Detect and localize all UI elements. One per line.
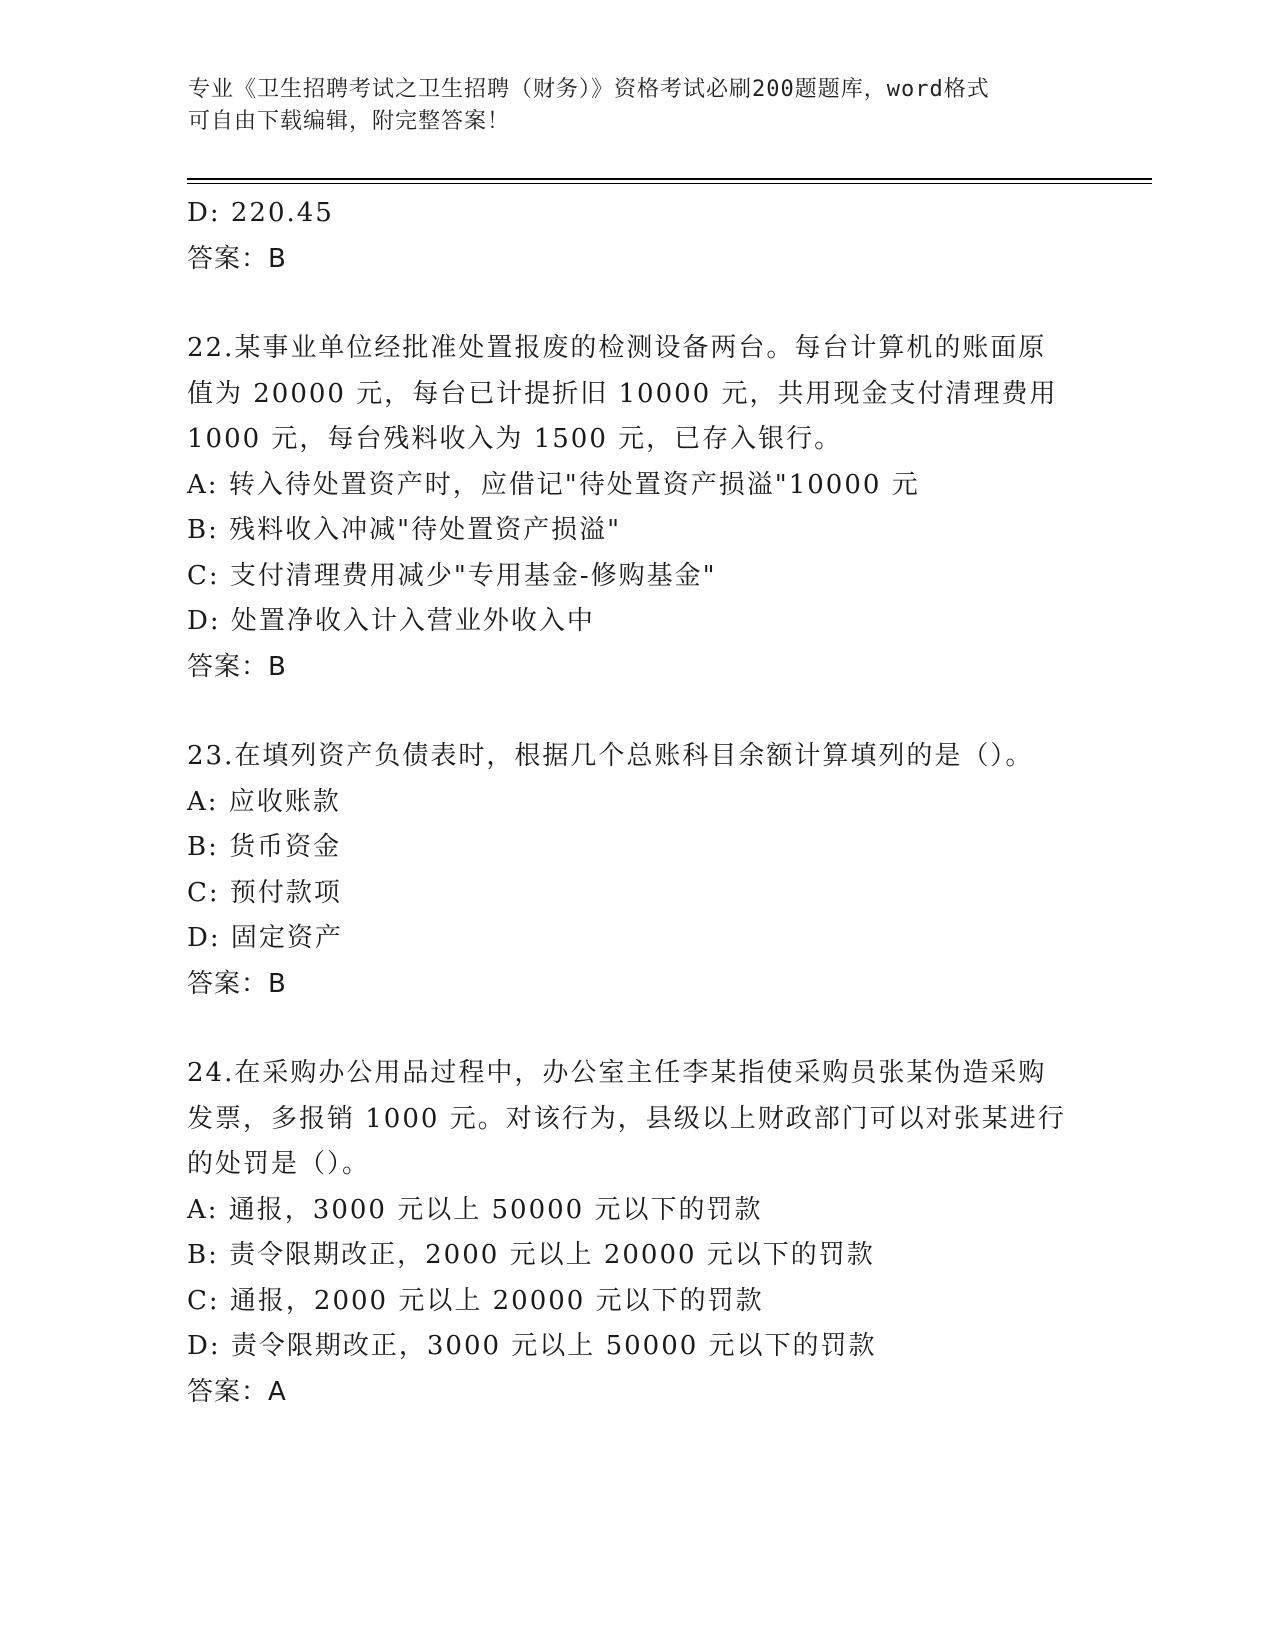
spacer: [187, 282, 1087, 326]
question-stem: 值为 20000 元，每台已计提折旧 10000 元，共用现金支付清理费用: [187, 378, 1058, 409]
question-23: [187, 734, 1087, 1007]
spacer: [187, 1007, 1087, 1051]
option-c: C: 预付款项: [187, 877, 342, 908]
answer: 答案：A: [187, 1376, 287, 1407]
question-stem: 1000 元，每台残料收入为 1500 元，已存入银行。: [187, 424, 843, 454]
option-d: D: 固定资产: [187, 923, 343, 953]
option-a: A: 应收账款: [187, 786, 341, 817]
option-a: A: 通报，3000 元以上 50000 元以下的罚款: [187, 1194, 763, 1225]
option-d: D: 处置净收入计入营业外收入中: [187, 606, 595, 636]
question-stem: 发票，多报销 1000 元。对该行为，县级以上财政部门可以对张某进行: [187, 1103, 1066, 1134]
option-b: B: 责令限期改正，2000 元以上 20000 元以下的罚款: [187, 1240, 875, 1270]
option-d: D: 220.45: [187, 198, 334, 228]
header-title-line-2: 可自由下载编辑，附完整答案！: [188, 109, 511, 134]
question-list: [187, 191, 1087, 1415]
question-21-tail: [187, 191, 1087, 282]
option-b: B: 残料收入冲减"待处置资产损溢": [187, 515, 622, 545]
option-c: C: 支付清理费用减少"专用基金-修购基金": [187, 560, 717, 591]
header-divider-thick: [187, 178, 1152, 180]
question-24: [187, 1051, 1087, 1415]
answer: 答案：B: [187, 243, 287, 274]
header-title-line-1: 专业《卫生招聘考试之卫生招聘（财务）》资格考试必刷200题题库，word格式: [188, 77, 990, 102]
option-d: D: 责令限期改正，3000 元以上 50000 元以下的罚款: [187, 1331, 877, 1361]
option-b: B: 货币资金: [187, 832, 342, 862]
question-stem: 24.在采购办公用品过程中，办公室主任李某指使采购员张某伪造采购: [187, 1058, 1047, 1088]
page-header: [188, 74, 1068, 138]
question-stem: 23.在填列资产负债表时，根据几个总账科目余额计算填列的是（）。: [187, 741, 1034, 771]
answer: 答案：B: [187, 651, 287, 682]
question-22: [187, 326, 1087, 690]
header-divider-thin: [187, 183, 1152, 184]
answer: 答案：B: [187, 968, 287, 999]
option-a: A: 转入待处置资产时，应借记"待处置资产损溢"10000 元: [187, 469, 920, 500]
question-stem: 22.某事业单位经批准处置报废的检测设备两台。每台计算机的账面原: [187, 333, 1047, 363]
option-c: C: 通报，2000 元以上 20000 元以下的罚款: [187, 1285, 764, 1316]
question-stem: 的处罚是（）。: [187, 1149, 371, 1179]
spacer: [187, 690, 1087, 734]
